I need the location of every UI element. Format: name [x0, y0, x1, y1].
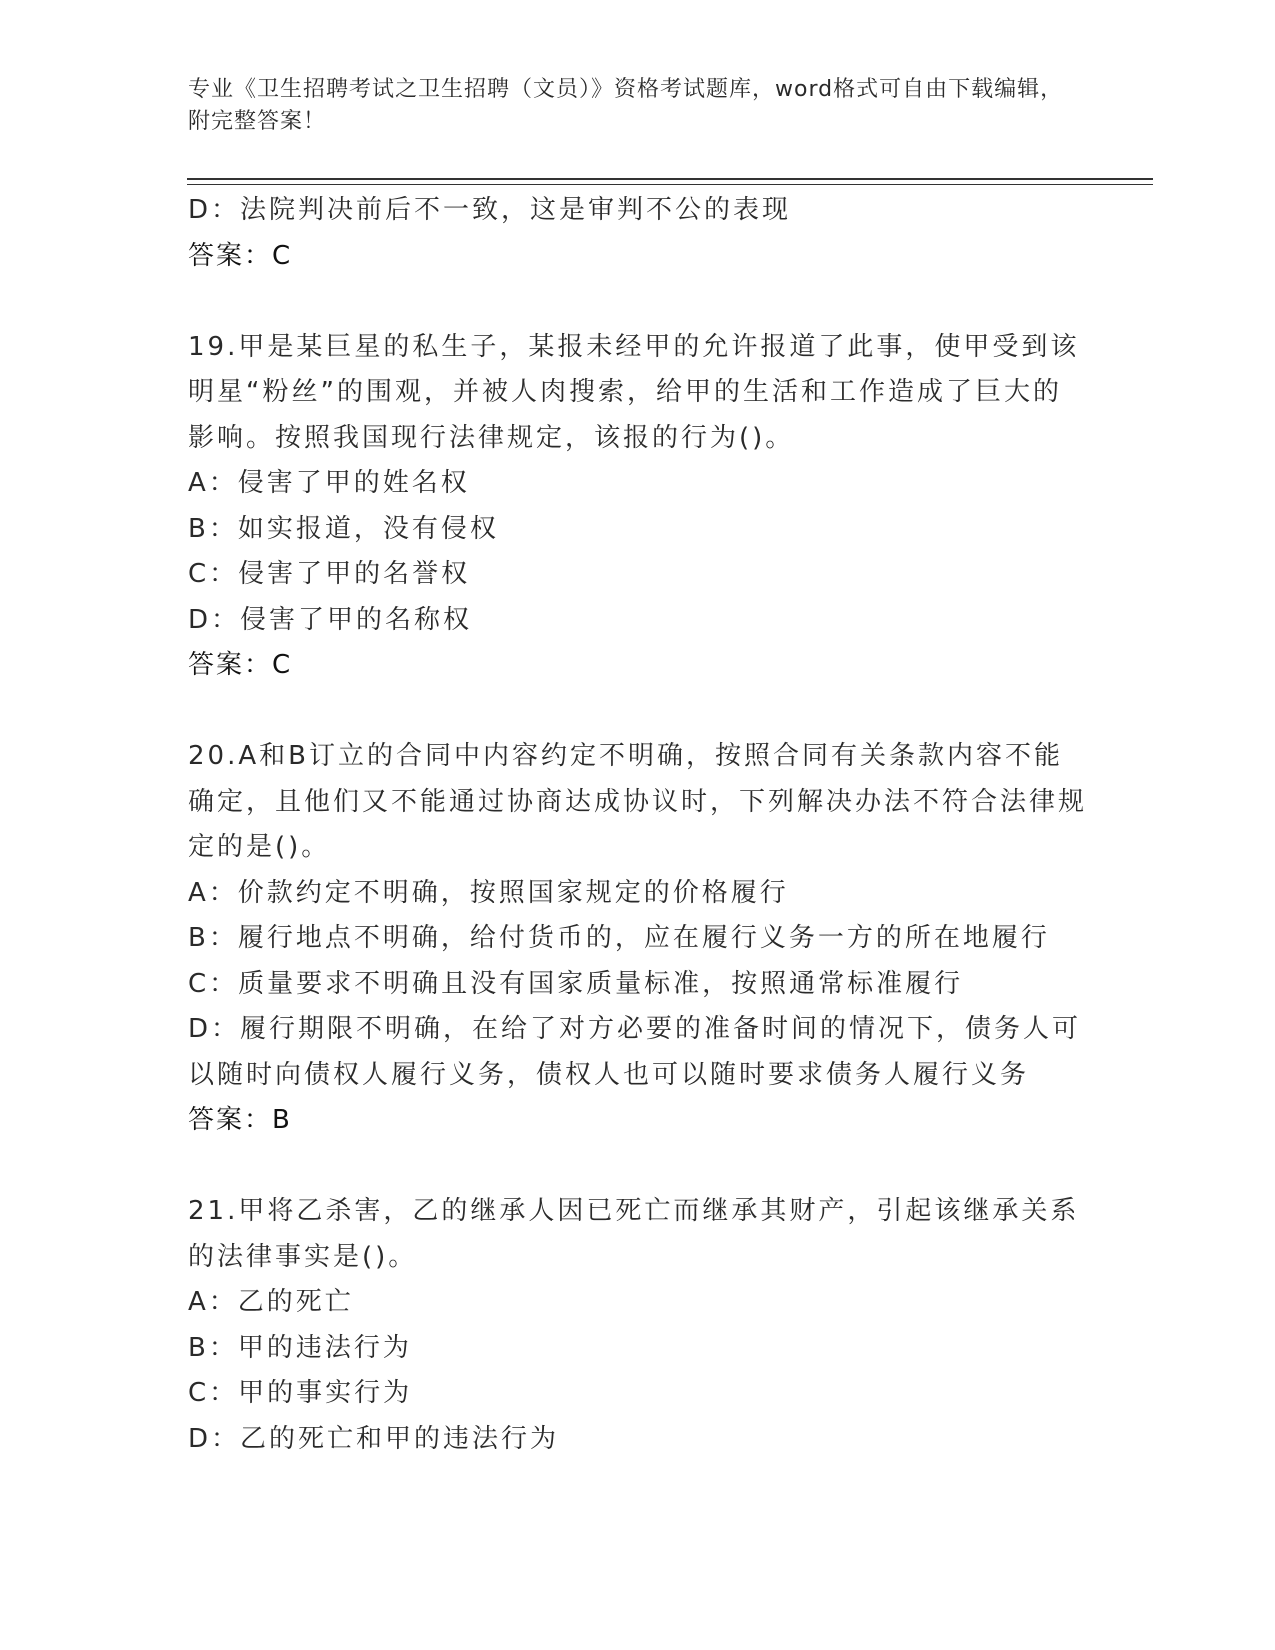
option-b: B：履行地点不明确，给付货币的，应在履行义务一方的所在地履行 — [188, 923, 1050, 953]
answer-line: 答案：C — [188, 650, 293, 680]
option-c: C：甲的事实行为 — [188, 1378, 413, 1408]
option-b: B：甲的违法行为 — [188, 1332, 412, 1363]
document-header: 专业《卫生招聘考试之卫生招聘（文员）》资格考试题库，word格式可自由下载编辑，附完整答案！ — [188, 77, 1064, 134]
header-divider-thin — [187, 184, 1153, 185]
option-d: D：履行期限不明确，在给了对方必要的准备时间的情况下，债务人可以随时向债权人履行义务，债权人也可以随时要求债务人履行义务 — [188, 1014, 1082, 1090]
answer-line: 答案：C — [188, 240, 293, 271]
option-c: C：侵害了甲的名誉权 — [188, 559, 471, 589]
question-19 — [188, 325, 1088, 689]
option-a: A：价款约定不明确，按照国家规定的价格履行 — [188, 877, 789, 908]
spacer — [188, 689, 1088, 735]
option-c: C：质量要求不明确且没有国家质量标准，按照通常标准履行 — [188, 968, 964, 999]
question-21 — [188, 1189, 1088, 1462]
question-stem: 20.A和B订立的合同中内容约定不明确，按照合同有关条款内容不能确定，且他们又不能通过协商达成协议时，下列解决办法不符合法律规定的是()。 — [188, 741, 1088, 862]
option-d: D：法院判决前后不一致，这是审判不公的表现 — [188, 195, 792, 225]
question-stem: 21.甲将乙杀害，乙的继承人因已死亡而继承其财产，引起该继承关系的法律事实是()。 — [188, 1196, 1080, 1272]
document-body — [188, 188, 1088, 1462]
option-d: D：乙的死亡和甲的违法行为 — [188, 1423, 560, 1454]
question-20 — [188, 734, 1088, 1144]
option-d: D：侵害了甲的名称权 — [188, 604, 473, 635]
option-a: A：侵害了甲的姓名权 — [188, 468, 470, 498]
option-b: B：如实报道，没有侵权 — [188, 513, 499, 544]
answer-line: 答案：B — [188, 1105, 292, 1135]
question-stem: 19.甲是某巨星的私生子，某报未经甲的允许报道了此事，使甲受到该明星“粉丝”的围观，并被人肉搜索，给甲的生活和工作造成了巨大的影响。按照我国现行法律规定，该报的行为()。 — [188, 331, 1080, 453]
header-divider — [187, 178, 1153, 180]
spacer — [188, 1144, 1088, 1190]
option-a: A：乙的死亡 — [188, 1287, 354, 1317]
spacer — [188, 279, 1088, 325]
prev-question-block — [188, 188, 1088, 279]
